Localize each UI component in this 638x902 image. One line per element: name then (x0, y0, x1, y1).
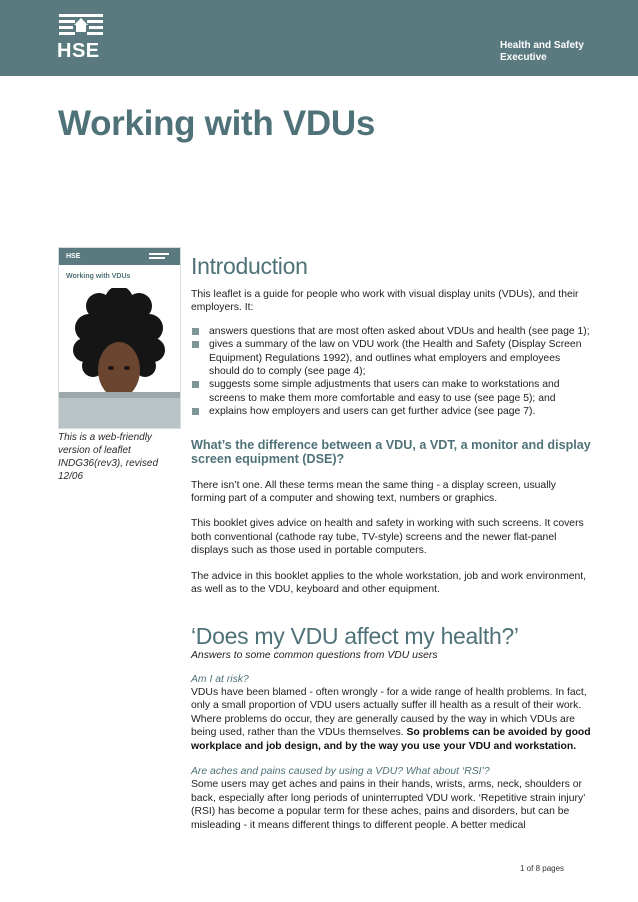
page-header (0, 0, 638, 76)
health-subheading: Answers to some common questions from VDU users (191, 649, 438, 661)
question-am-i-at-risk: Am I at risk? (191, 673, 249, 685)
difference-paragraph-3: The advice in this booklet applies to the whole workstation, job and work environment, as well as to the VDU, keyboard and other equipment. (191, 570, 587, 596)
leaflet-version-caption: This is a web-friendly version of leaflet INDG36(rev3), revised 12/06 (58, 432, 159, 482)
cover-org-lines (149, 253, 177, 259)
square-bullet-icon (192, 408, 199, 415)
answer-emphasis: So problems can be avoided by good workplace and job design, and by the way you use your VDU and workstation. (191, 727, 591, 752)
leaflet-cover-thumbnail (58, 247, 181, 429)
list-item: suggests some simple adjustments that users can make to workstations and screens to make them more comfortable and easy to use (see page 5); and (191, 378, 591, 405)
hse-logo-text: HSE (57, 40, 100, 62)
difference-paragraph-2: This booklet gives advice on health and safety in working with such screens. It covers both conventional (cathode ray tube, TV-style) screens and the newer flat-panel displays such as those used in portable computers. (191, 518, 584, 557)
page-number: 1 of 8 pages (520, 864, 565, 873)
list-item: explains how employers and users can get further advice (see page 7). (191, 405, 591, 418)
cover-hse-logo: HSE (66, 253, 81, 260)
introduction-bullet-list (191, 325, 591, 419)
cover-title: Working with VDUs (66, 273, 131, 280)
square-bullet-icon (192, 328, 199, 335)
list-item: gives a summary of the law on VDU work (the Health and Safety (Display Screen Equipment) Regulations 1992), and outlines what employers and employees should do to comply (see page 4); (191, 338, 591, 378)
health-heading: ‘Does my VDU affect my health?’ (191, 622, 519, 649)
organisation-line-1: Health and Safety (500, 40, 584, 51)
document-title: Working with VDUs (58, 104, 376, 143)
question-aches-and-pains: Are aches and pains caused by using a VDU? What about ‘RSI’? (191, 765, 490, 777)
introduction-lead: This leaflet is a guide for people who work with visual display units (VDUs), and their employers. It: (191, 289, 579, 314)
cover-photo-woman-at-screen (59, 288, 180, 428)
square-bullet-icon (192, 341, 199, 348)
introduction-heading: Introduction (191, 253, 308, 279)
main-content (191, 253, 591, 832)
answer-aches-and-pains: Some users may get aches and pains in their hands, wrists, arms, neck, shoulders or back, especially after long periods of uninterrupted VDU work. ‘Repetitive strain injury’ (RSI) has become a popular term for these aches, pains and disorders, but can be misleading - it means different things to different people. A better medical (191, 779, 586, 831)
difference-paragraph-1: There isn’t one. All these terms mean the same thing - a display screen, usually forming part of a computer and showing text, numbers or graphics. (191, 479, 557, 505)
difference-heading: What’s the difference between a VDU, a VDT, a monitor and display screen equipment (DSE)? (191, 437, 591, 467)
answer-am-i-at-risk: VDUs have been blamed - often wrongly - for a wide range of health problems. In fact, only a small proportion of VDU users actually suffer ill health as a result of their work. Where problems do occur, they are generally caused by the way in which VDUs are being used, rather than the VDUs themselves. So problems can be avoided by good workplace and job design, and by the way you use your VDU and workstation. (191, 686, 591, 752)
list-item: answers questions that are most often asked about VDUs and health (see page 1); (191, 325, 591, 338)
square-bullet-icon (192, 381, 199, 388)
organisation-line-2: Executive (500, 52, 547, 63)
organisation-name (500, 40, 620, 64)
